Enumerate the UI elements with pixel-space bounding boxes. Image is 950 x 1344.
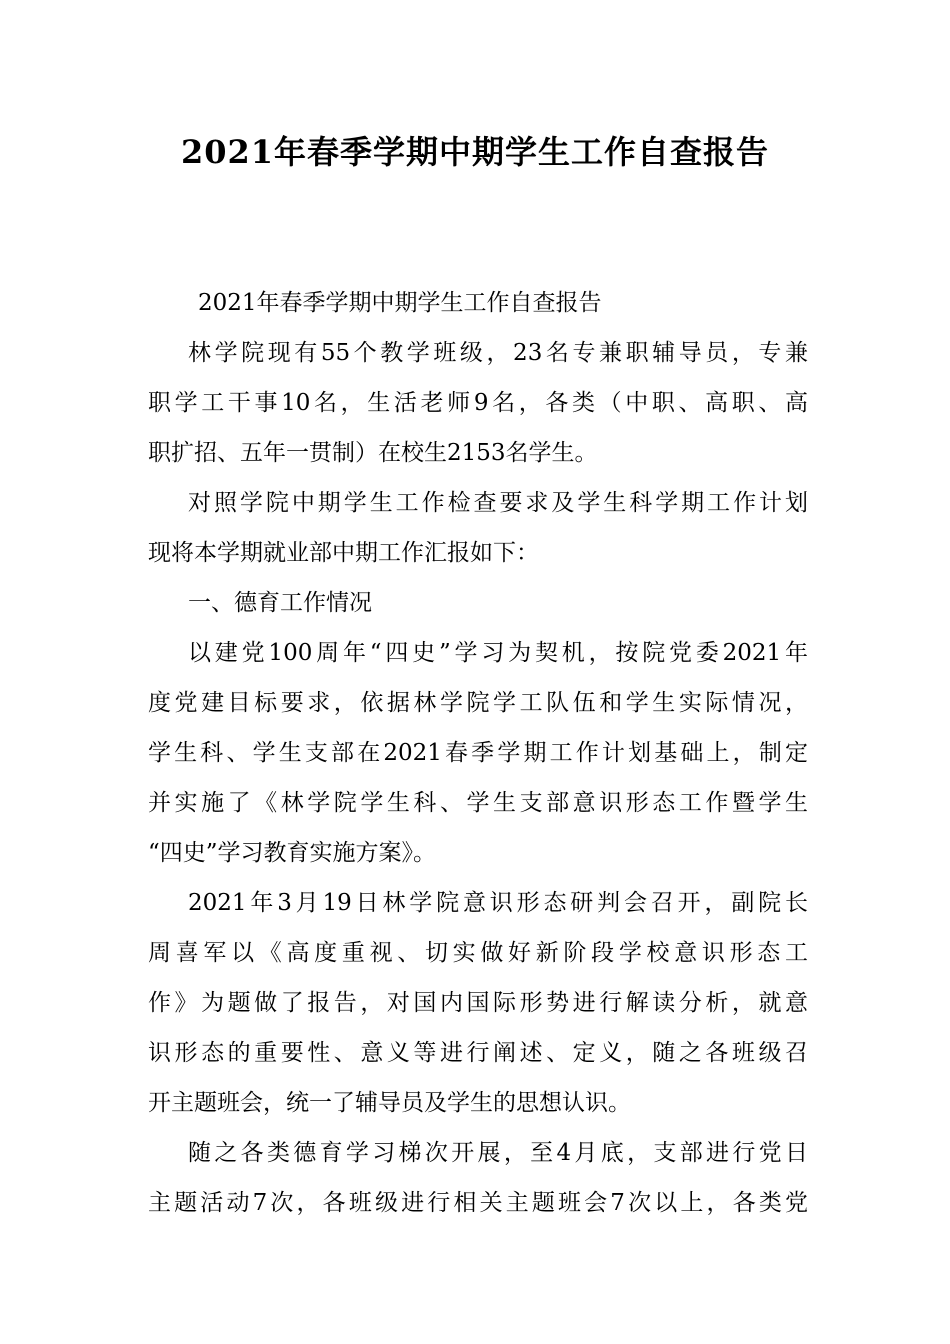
body-line: 林学院现有55个教学班级，23名专兼职辅导员，专兼 xyxy=(188,340,808,366)
body-line: 现将本学期就业部中期工作汇报如下： xyxy=(148,540,539,566)
body-line: 识形态的重要性、意义等进行阐述、定义，随之各班级召 xyxy=(148,1040,808,1066)
body-line: 开主题班会，统一了辅导员及学生的思想认识。 xyxy=(148,1090,631,1116)
body-line: 职学工干事10名，生活老师9名，各类（中职、高职、高 xyxy=(148,390,808,416)
body-line: 职扩招、五年一贯制）在校生2153名学生。 xyxy=(148,440,598,466)
body-line: 学生科、学生支部在2021春季学期工作计划基础上，制定 xyxy=(148,740,808,766)
body-line: 并实施了《林学院学生科、学生支部意识形态工作暨学生 xyxy=(148,790,808,816)
body-line: “四史”学习教育实施方案》。 xyxy=(148,840,437,866)
body-line: 度党建目标要求，依据林学院学工队伍和学生实际情况， xyxy=(148,690,808,716)
section-heading: 一、德育工作情况 xyxy=(188,590,372,616)
body-subtitle-line: 2021年春季学期中期学生工作自查报告 xyxy=(198,290,602,316)
body-line: 周喜军以《高度重视、切实做好新阶段学校意识形态工 xyxy=(148,940,808,966)
body-line: 随之各类德育学习梯次开展，至4月底，支部进行党日 xyxy=(188,1140,808,1166)
body-line: 主题活动7次，各班级进行相关主题班会7次以上，各类党 xyxy=(148,1190,808,1216)
body-line: 对照学院中期学生工作检查要求及学生科学期工作计划 xyxy=(188,490,808,516)
body-line: 作》为题做了报告，对国内国际形势进行解读分析，就意 xyxy=(148,990,808,1016)
document-title: 2021年春季学期中期学生工作自查报告 xyxy=(180,133,770,171)
body-line: 2021年3月19日林学院意识形态研判会召开，副院长 xyxy=(188,890,808,916)
document-body xyxy=(148,278,808,1228)
body-line: 以建党100周年“四史”学习为契机，按院党委2021年 xyxy=(188,640,808,666)
